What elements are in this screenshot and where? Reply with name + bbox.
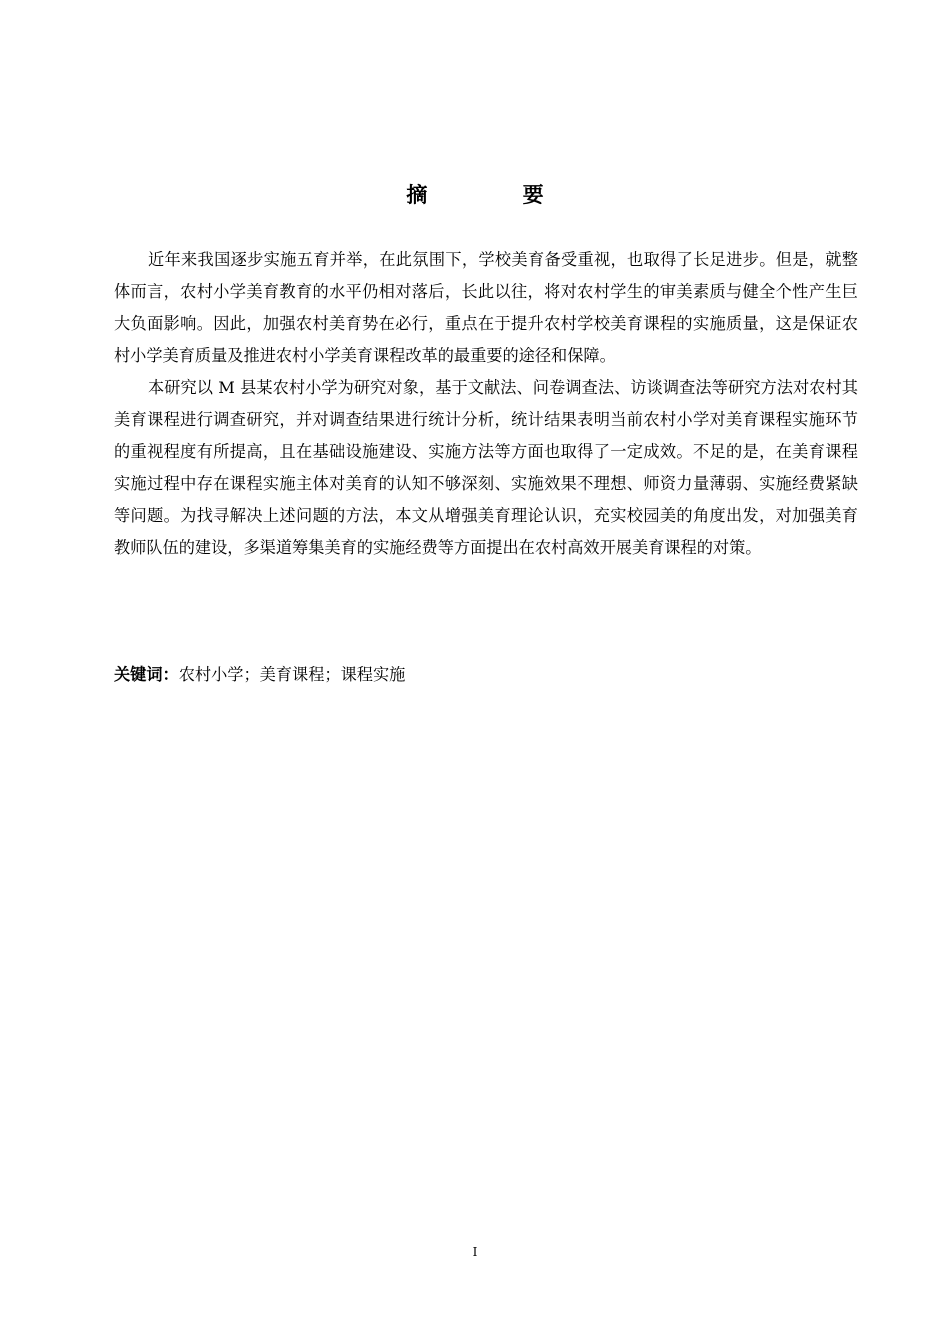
abstract-body: [114, 244, 858, 564]
page-number: I: [472, 1245, 478, 1259]
abstract-paragraph-1: 近年来我国逐步实施五育并举，在此氛围下，学校美育备受重视，也取得了长足进步。但是，就整体而言，农村小学美育教育的水平仍相对落后，长此以往，将对农村学生的审美素质与健全个性产生巨大负面影响。因此，加强农村美育势在必行，重点在于提升农村学校美育课程的实施质量，这是保证农村小学美育质量及推进农村小学美育课程改革的最重要的途径和保障。: [114, 250, 858, 365]
keywords-label: 关键词：: [114, 665, 179, 684]
abstract-paragraph-2: 本研究以 M 县某农村小学为研究对象，基于文献法、问卷调查法、访谈调查法等研究方法对农村其美育课程进行调查研究，并对调查结果进行统计分析，统计结果表明当前农村小学对美育课程实施环节的重视程度有所提高，且在基础设施建设、实施方法等方面也取得了一定成效。不足的是，在美育课程实施过程中存在课程实施主体对美育的认知不够深刻、实施效果不理想、师资力量薄弱、实施经费紧缺等问题。为找寻解决上述问题的方法，本文从增强美育理论认识，充实校园美的角度出发，对加强美育教师队伍的建设，多渠道筹集美育的实施经费等方面提出在农村高效开展美育课程的对策。: [114, 378, 858, 557]
abstract-title: 摘 要: [406, 183, 588, 207]
keywords-text: 农村小学；美育课程；课程实施: [178, 665, 406, 684]
keywords-line: [114, 660, 858, 690]
